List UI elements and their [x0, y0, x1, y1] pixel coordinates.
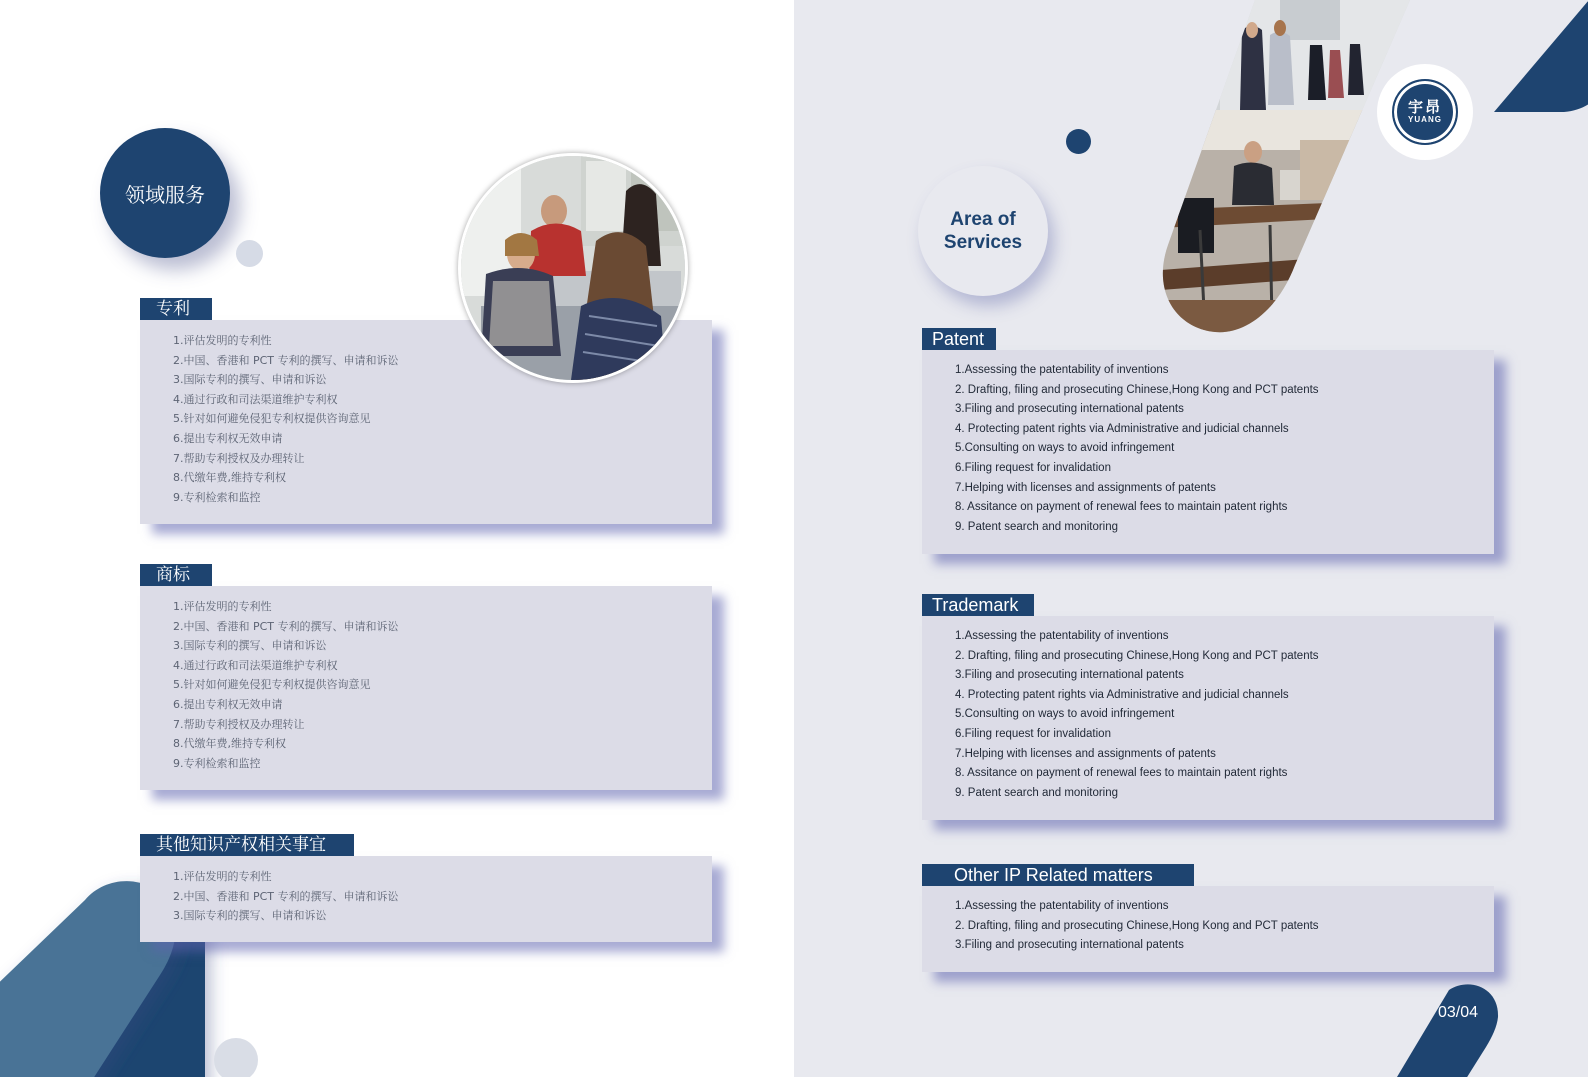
list-item: 9.专利检索和监控 [173, 490, 261, 504]
list-item: 4. Protecting patent rights via Administrative and judicial channels [955, 422, 1289, 435]
list-item: 4.通过行政和司法渠道维护专利权 [173, 392, 338, 406]
list-item: 9. Patent search and monitoring [955, 520, 1119, 533]
list-item: 8.代缴年费,维持专利权 [173, 471, 286, 485]
decorative-corner-stripe [1494, 0, 1588, 120]
list-item: 3.Filing and prosecuting international patents [955, 403, 1184, 416]
list-item: 6.Filing request for invalidation [955, 727, 1111, 740]
list-item: 4. Protecting patent rights via Administrative and judicial channels [955, 688, 1289, 701]
list-item: 3.Filing and prosecuting international patents [955, 939, 1184, 952]
logo-chinese-text: 宇昂 [1407, 98, 1442, 116]
list-item: 2. Drafting, filing and prosecuting Chinese,Hong Kong and PCT patents [955, 649, 1319, 662]
list-item: 1.评估发明的专利性 [173, 600, 272, 613]
decorative-dot [236, 240, 263, 267]
other-ip-services-panel [922, 886, 1494, 972]
list-item: 2.中国、香港和 PCT 专利的撰写、申请和诉讼 [173, 353, 399, 367]
list-item: 8. Assitance on payment of renewal fees to maintain patent rights [955, 501, 1288, 514]
team-meeting-photo [458, 153, 688, 383]
list-item: 3.国际专利的撰写、申请和诉讼 [173, 639, 327, 653]
section-heading: 其他知识产权相关事宜 [140, 834, 354, 856]
list-item: 5.针对如何避免侵犯专利权提供咨询意见 [173, 412, 371, 426]
list-item: 1.Assessing the patentability of inventions [955, 900, 1169, 912]
list-item: 6.Filing request for invalidation [955, 461, 1111, 474]
list-item: 8. Assitance on payment of renewal fees to maintain patent rights [955, 767, 1288, 780]
trademark-services-panel [140, 586, 712, 790]
list-item: 1.Assessing the patentability of inventions [955, 364, 1169, 376]
list-item: 6.提出专利权无效申请 [173, 697, 283, 711]
list-item: 1.Assessing the patentability of inventions [955, 630, 1169, 642]
list-item: 2.中国、香港和 PCT 专利的撰写、申请和诉讼 [173, 889, 399, 903]
page-title: 领域服务 [125, 182, 205, 207]
page-number-badge [1394, 982, 1514, 1077]
list-item: 3.Filing and prosecuting international patents [955, 669, 1184, 682]
decorative-dot [1066, 129, 1091, 154]
list-item: 4.通过行政和司法渠道维护专利权 [173, 658, 338, 672]
list-item: 2.中国、香港和 PCT 专利的撰写、申请和诉讼 [173, 619, 399, 633]
list-item: 3.国际专利的撰写、申请和诉讼 [173, 909, 327, 923]
list-item: 2. Drafting, filing and prosecuting Chinese,Hong Kong and PCT patents [955, 919, 1319, 932]
list-item: 5.Consulting on ways to avoid infringement [955, 708, 1175, 721]
section-heading: 商标 [140, 564, 212, 586]
section-heading: Trademark [922, 594, 1034, 616]
page-title-line-2: Services [943, 232, 1023, 253]
list-item: 1.评估发明的专利性 [173, 334, 272, 347]
section-title-circle [100, 128, 230, 258]
list-item: 7.帮助专利授权及办理转让 [173, 717, 305, 731]
yuang-logo-icon [1392, 79, 1458, 145]
list-item: 6.提出专利权无效申请 [173, 431, 283, 445]
list-item: 9. Patent search and monitoring [955, 786, 1119, 799]
list-item: 3.国际专利的撰写、申请和诉讼 [173, 373, 327, 387]
section-heading: Patent [922, 328, 996, 350]
patent-services-panel [922, 350, 1494, 554]
list-item: 1.评估发明的专利性 [173, 870, 272, 883]
list-item: 7.帮助专利授权及办理转让 [173, 451, 305, 465]
list-item: 5.Consulting on ways to avoid infringement [955, 442, 1175, 455]
list-item: 7.Helping with licenses and assignments of patents [955, 747, 1216, 760]
right-page [794, 0, 1588, 1077]
other-ip-services-panel [140, 856, 712, 942]
trademark-services-panel [922, 616, 1494, 820]
page-number: 03/04 [1438, 1004, 1479, 1021]
logo-badge [1377, 64, 1473, 160]
office-photo-collage [1160, 0, 1440, 340]
logo-english-text: YUANG [1408, 115, 1442, 124]
list-item: 9.专利检索和监控 [173, 756, 261, 770]
section-title-circle [918, 166, 1048, 296]
section-heading: 专利 [140, 298, 212, 320]
list-item: 7.Helping with licenses and assignments of patents [955, 481, 1216, 494]
section-heading: Other IP Related matters [922, 864, 1194, 886]
list-item: 5.针对如何避免侵犯专利权提供咨询意见 [173, 678, 371, 692]
page-title-line-1: Area of [950, 209, 1016, 230]
list-item: 2. Drafting, filing and prosecuting Chinese,Hong Kong and PCT patents [955, 383, 1319, 396]
list-item: 8.代缴年费,维持专利权 [173, 737, 286, 751]
